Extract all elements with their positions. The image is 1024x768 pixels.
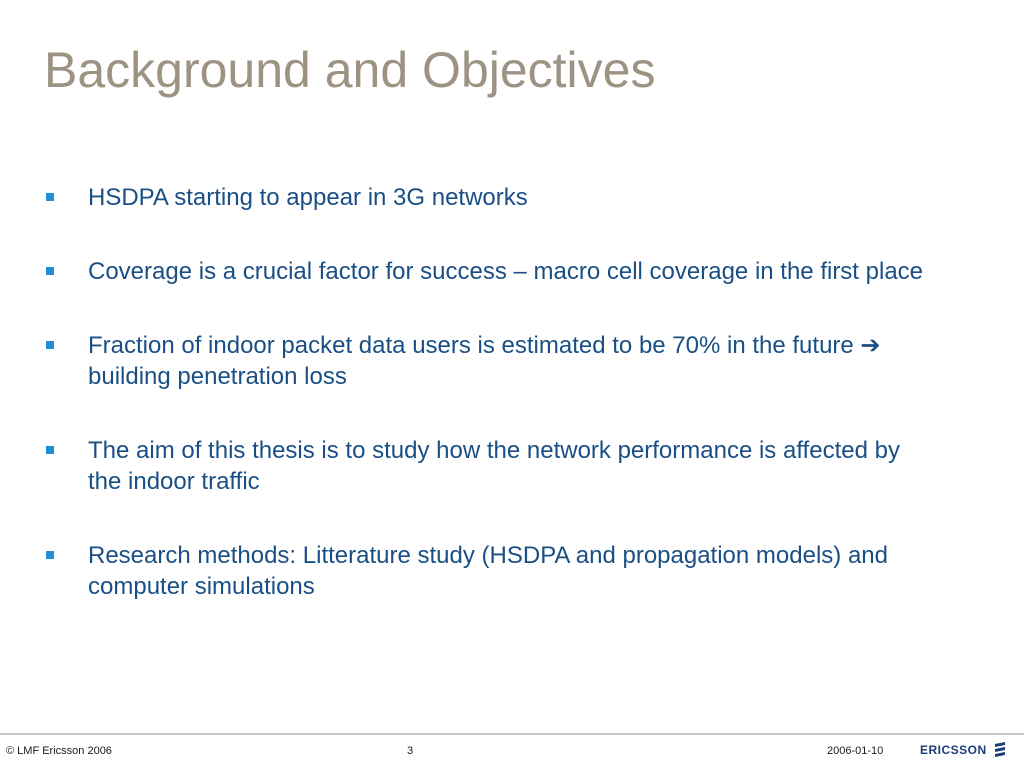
bullet-text: Coverage is a crucial factor for success – macro cell coverage in the first place	[88, 258, 924, 285]
square-bullet-icon	[46, 551, 54, 559]
bullet-item	[44, 256, 924, 287]
square-bullet-icon	[46, 267, 54, 275]
footer-copyright: © LMF Ericsson 2006	[6, 745, 112, 757]
bullet-item	[44, 330, 924, 392]
square-bullet-icon	[46, 193, 54, 201]
bullet-text: The aim of this thesis is to study how the network performance is affected by the indoor traffic	[88, 437, 900, 495]
footer-date: 2006-01-10	[827, 745, 884, 757]
square-bullet-icon	[46, 446, 54, 454]
footer-page-number: 3	[407, 745, 414, 757]
square-bullet-icon	[46, 341, 54, 349]
ericsson-logo	[920, 742, 1007, 758]
logo-wordmark: ERICSSON	[920, 743, 987, 757]
bullet-text: Fraction of indoor packet data users is estimated to be 70% in the future ➔ building penetration loss	[88, 332, 881, 390]
slide-title: Background and Objectives	[44, 42, 656, 98]
bullet-list	[44, 182, 924, 645]
bullet-item	[44, 182, 924, 213]
ericsson-logo-icon	[993, 742, 1007, 758]
footer-divider	[0, 733, 1024, 735]
bullet-item	[44, 540, 924, 602]
bullet-text: HSDPA starting to appear in 3G networks	[88, 184, 528, 211]
bullet-text: Research methods: Litterature study (HSDPA and propagation models) and computer simulations	[88, 542, 888, 600]
bullet-item	[44, 435, 924, 497]
